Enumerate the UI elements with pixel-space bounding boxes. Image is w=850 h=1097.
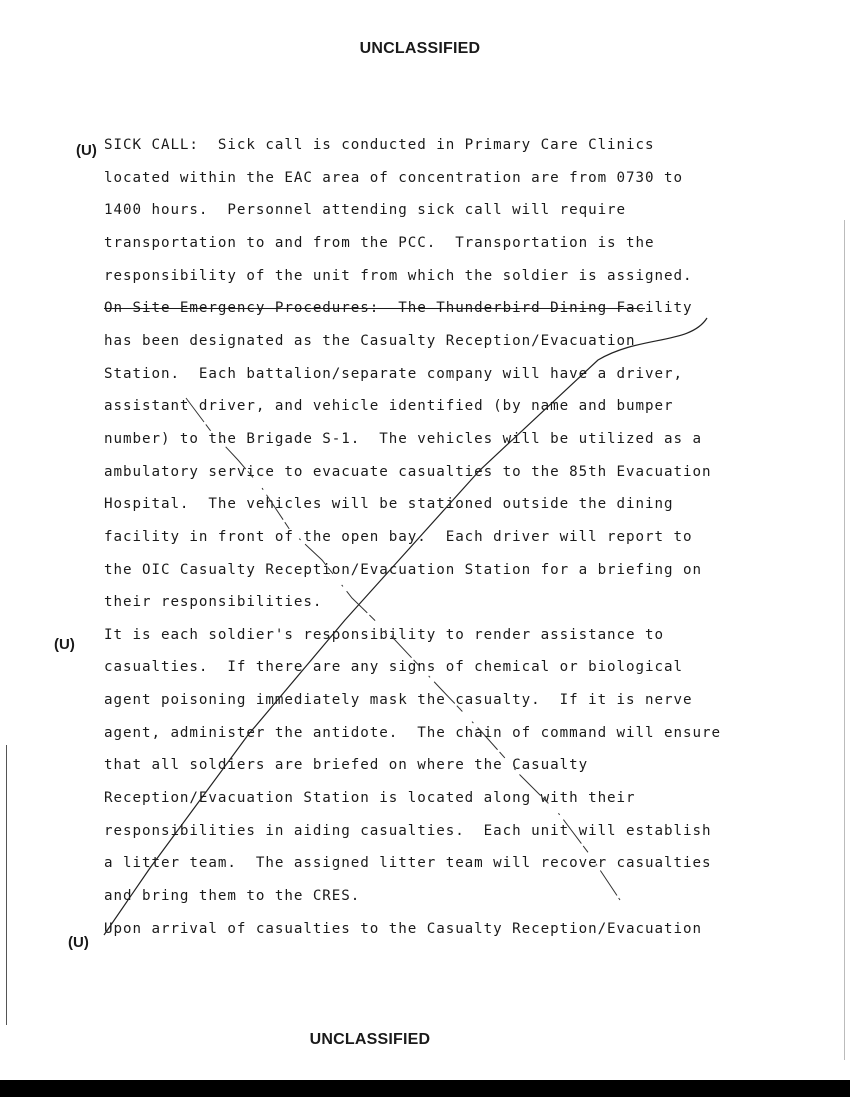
- document-line: assistant driver, and vehicle identified (by name and bumper: [104, 398, 674, 415]
- document-line: agent poisoning immediately mask the casualty. If it is nerve: [104, 692, 693, 708]
- document-line: that all soldiers are briefed on where the Casualty: [104, 757, 589, 774]
- document-line: a litter team. The assigned litter team will recover casualties: [104, 855, 712, 872]
- document-line: has been designated as the Casualty Reception/Evacuation: [104, 332, 636, 349]
- document-line: 1400 hours. Personnel attending sick call will require: [104, 202, 627, 219]
- document-line: facility in front of the open bay. Each driver will report to: [104, 528, 693, 545]
- document-line: transportation to and from the PCC. Transportation is the: [104, 234, 655, 251]
- document-line: It is each soldier's responsibility to render assistance to: [104, 626, 665, 643]
- pen-stroke-diagonal: [186, 398, 620, 900]
- page-bottom-border: [0, 1080, 850, 1097]
- margin-rule: [844, 220, 845, 1060]
- document-line: Hospital. The vehicles will be stationed outside the dining: [104, 496, 674, 513]
- margin-rule: [6, 745, 7, 1025]
- document-line: Reception/Evacuation Station is located along with their: [104, 790, 636, 806]
- document-line: Station. Each battalion/separate company will have a driver,: [104, 365, 683, 382]
- struck-through-text: On Site Emergency Procedures: The Thunderbird Dining Fac: [104, 300, 646, 317]
- classification-banner-top: UNCLASSIFIED: [359, 40, 481, 57]
- document-line: and bring them to the CRES.: [104, 887, 361, 904]
- document-line: casualties. If there are any signs of chemical or biological: [104, 659, 683, 676]
- classification-marking: (U): [68, 934, 89, 951]
- document-line: responsibility of the unit from which the soldier is assigned.: [104, 267, 693, 284]
- document-line: SICK CALL: Sick call is conducted in Primary Care Clinics: [104, 137, 655, 153]
- document-line: their responsibilities.: [104, 594, 323, 611]
- document-line: ambulatory service to evacuate casualties to the 85th Evacuation: [104, 463, 712, 480]
- document-line: number) to the Brigade S-1. The vehicles will be utilized as a: [104, 430, 702, 447]
- document-line: the OIC Casualty Reception/Evacuation Station for a briefing on: [104, 561, 702, 578]
- document-line: responsibilities in aiding casualties. Each unit will establish: [104, 822, 712, 839]
- classification-marking: (U): [76, 142, 97, 159]
- document-line: Upon arrival of casualties to the Casualty Reception/Evacuation: [104, 920, 702, 937]
- pen-stroke-diagonal: [104, 318, 707, 935]
- document-line: agent, administer the antidote. The chain of command will ensure: [104, 724, 721, 741]
- remaining-text: ility: [645, 300, 693, 317]
- classification-marking: (U): [54, 636, 75, 653]
- classification-banner-bottom: UNCLASSIFIED: [309, 1031, 431, 1048]
- document-line: located within the EAC area of concentration are from 0730 to: [104, 169, 683, 186]
